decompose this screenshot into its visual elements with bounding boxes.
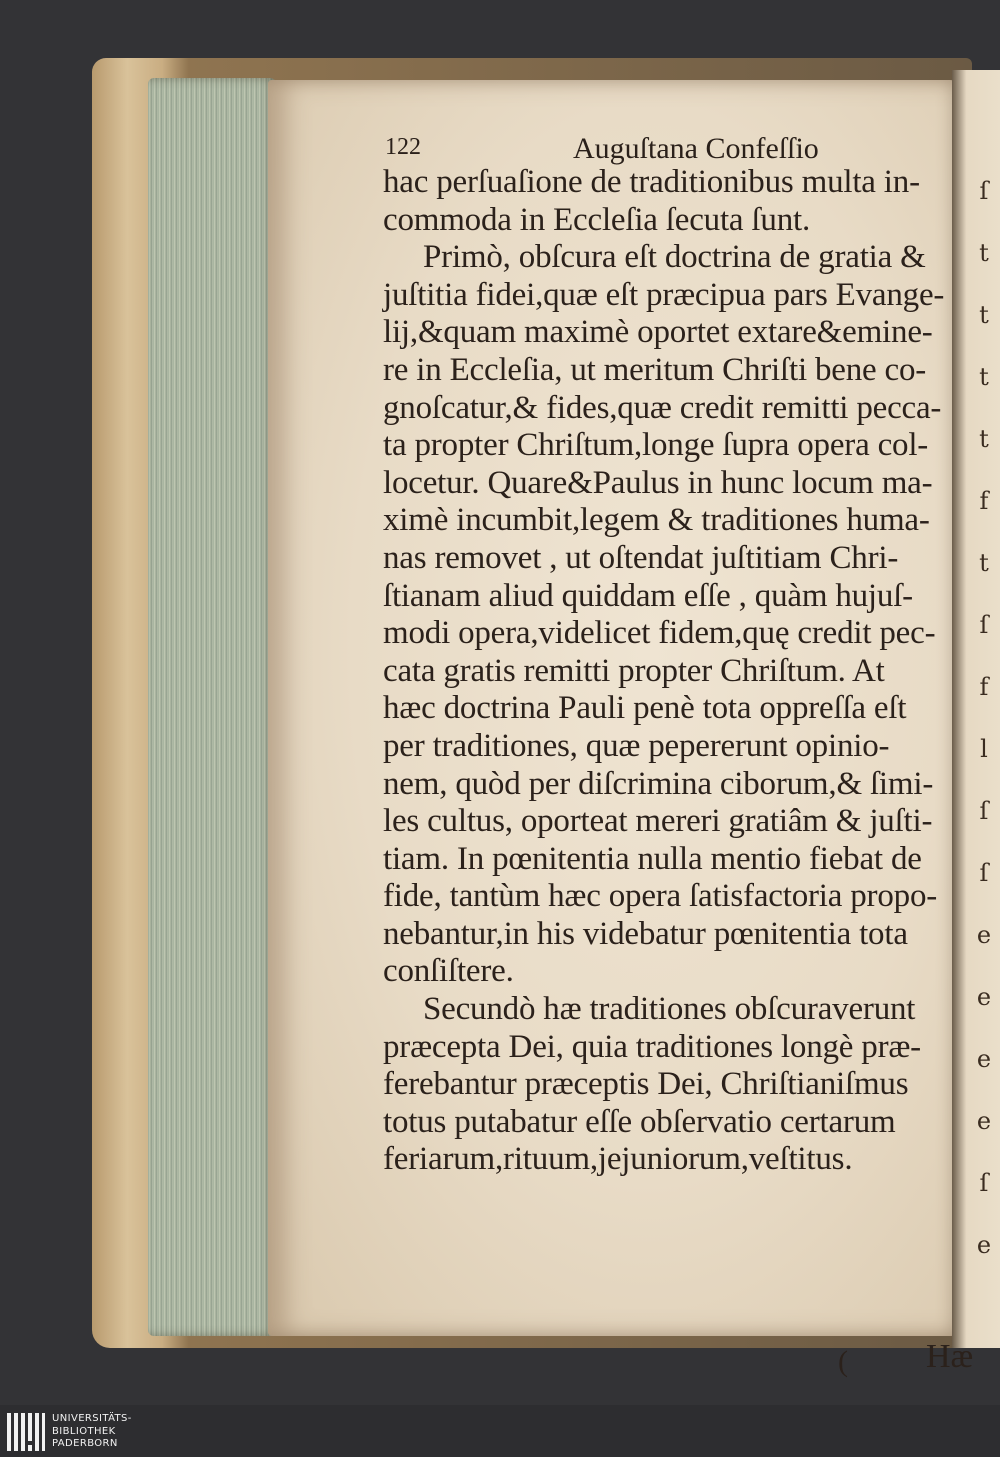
facing-page-letter: t	[979, 425, 989, 453]
text-line: juſtitia fidei,quæ eſt præcipua pars Evange-	[383, 276, 945, 313]
catchword: Hæ	[926, 1338, 974, 1375]
facing-page-letter: l	[980, 735, 988, 763]
facing-page-letter: t	[979, 549, 989, 577]
library-name-line: BIBLIOTHEK	[52, 1425, 116, 1437]
text-line: ximè incumbit,legem & traditiones huma-	[383, 502, 930, 539]
facing-page-letter: t	[979, 239, 989, 267]
facing-page-letter: e	[976, 1107, 992, 1135]
facing-page-letter: ſ	[979, 611, 989, 639]
text-line: feriarum,rituum,jejuniorum,veſtitus.	[383, 1141, 853, 1178]
facing-page-letter: e	[976, 983, 992, 1011]
text-line: Primò, obſcura eſt doctrina de gratia &	[423, 239, 926, 276]
text-line: nebantur,in his videbatur pœnitentia tota	[383, 915, 908, 952]
text-line: cata gratis remitti propter Chriſtum. At	[383, 652, 885, 689]
text-line: nas removet , ut oſtendat juſtitiam Chri-	[383, 539, 899, 576]
text-line: per traditiones, quæ pepererunt opinio-	[383, 727, 890, 764]
text-line: fide, tantùm hæc opera ſatisfactoria propo-	[383, 878, 938, 915]
text-line: hæc doctrina Pauli penè tota oppreſſa eſt	[383, 690, 907, 727]
text-line: totus putabatur eſſe obſervatio certarum	[383, 1103, 896, 1140]
text-line: ta propter Chriſtum,longe ſupra opera col-	[383, 427, 929, 464]
facing-page-letter: t	[979, 363, 989, 391]
facing-page-letter: t	[979, 301, 989, 329]
text-line: gnoſcatur,& fides,quæ credit remitti pecca-	[383, 389, 942, 426]
facing-page-letter: f	[979, 487, 989, 515]
text-line: re in Eccleſia, ut meritum Chriſti bene co-	[383, 351, 927, 388]
text-line: modi opera,videlicet fidem,quę credit pec-	[383, 615, 936, 652]
facing-page-letters	[968, 160, 1000, 1310]
body-text	[383, 164, 958, 1179]
facing-page-letter: e	[976, 1231, 992, 1259]
text-line: Secundò hæ traditiones obſcuraverunt	[423, 991, 916, 1028]
text-line: ferebantur præceptis Dei, Chriſtianiſmus	[383, 1066, 909, 1103]
text-line: tiam. In pœnitentia nulla mentio fiebat de	[383, 840, 922, 877]
text-line: conſiſtere.	[383, 953, 514, 990]
text-line: hac perſuaſione de traditionibus multa in-	[383, 164, 920, 200]
running-title: Auguſtana Confeſſio	[573, 132, 819, 165]
facing-page-letter: ſ	[979, 1169, 989, 1197]
text-line: les cultus, oporteat mereri gratiâm & juſti-	[383, 803, 933, 840]
signature-mark: (	[838, 1345, 848, 1378]
facing-page-letter: e	[976, 1045, 992, 1073]
text-line: commoda in Eccleſia ſecuta ſunt.	[383, 201, 811, 238]
text-line: nem, quòd per diſcrimina ciborum,& ſimi-	[383, 765, 934, 802]
text-line: lij,&quam maximè oportet extare&emine-	[383, 314, 933, 351]
text-line: ſtianam aliud quiddam eſſe , quàm hujuſ-	[383, 577, 913, 614]
text-line: præcepta Dei, quia traditiones longè præ-	[383, 1028, 921, 1065]
text-line: locetur. Quare&Paulus in hunc locum ma-	[383, 464, 933, 501]
facing-page-letter: ſ	[979, 797, 989, 825]
facing-page-letter: ſ	[979, 177, 989, 205]
footer-bar	[0, 1405, 1000, 1457]
library-columns-icon	[6, 1412, 46, 1452]
page-edges	[148, 78, 276, 1336]
facing-page-letter: e	[976, 921, 992, 949]
library-name-line: PADERBORN	[52, 1438, 118, 1449]
page-number: 122	[385, 134, 421, 160]
facing-page-letter: f	[979, 673, 989, 701]
facing-page-letter: ſ	[979, 859, 989, 887]
library-name-line: UNIVERSITÄTS-	[52, 1413, 132, 1424]
library-name	[52, 1413, 132, 1451]
